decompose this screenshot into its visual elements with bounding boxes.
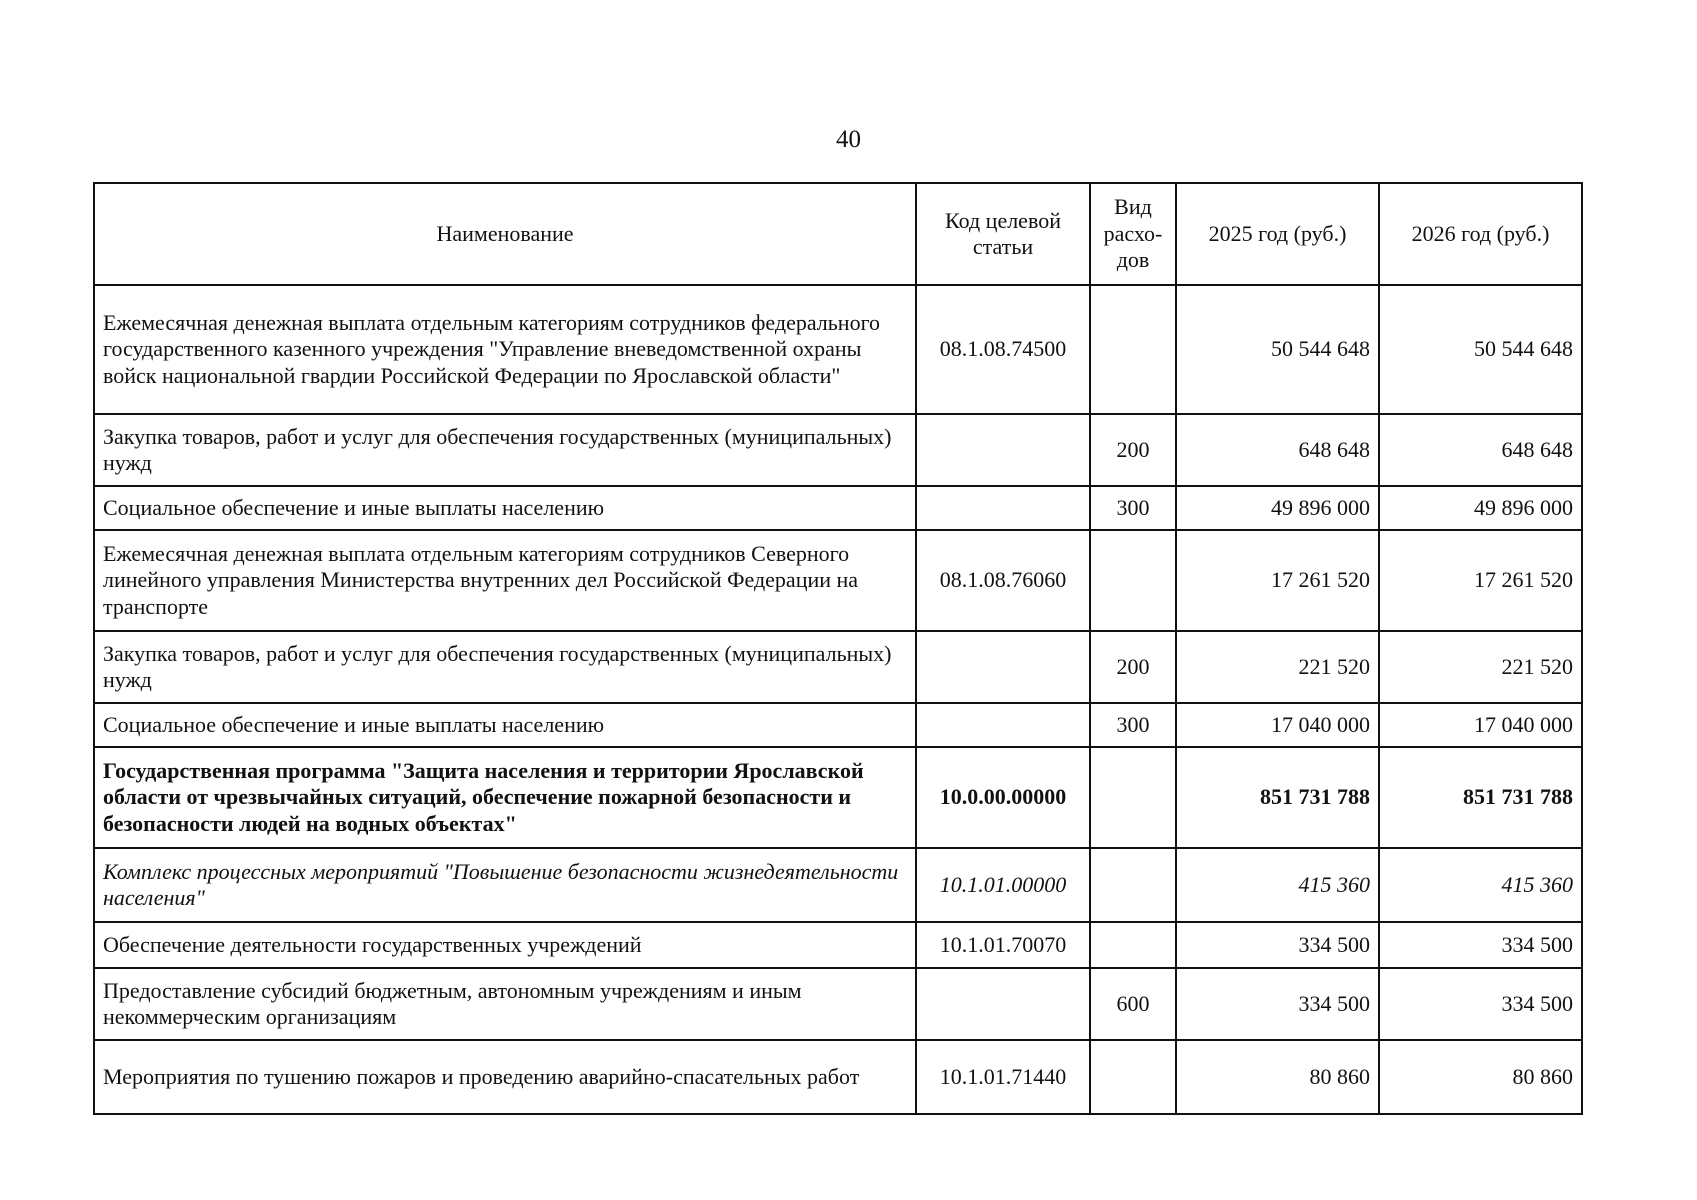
cell-code: 08.1.08.76060 xyxy=(916,530,1090,631)
cell-2026: 80 860 xyxy=(1379,1040,1582,1114)
cell-2026: 221 520 xyxy=(1379,631,1582,703)
cell-name: Закупка товаров, работ и услуг для обеспечения государственных (муниципальных) нужд xyxy=(94,631,916,703)
cell-2025: 49 896 000 xyxy=(1176,486,1379,530)
table-row xyxy=(94,747,1582,848)
cell-name: Социальное обеспечение и иные выплаты населению xyxy=(94,703,916,747)
cell-type xyxy=(1090,747,1176,848)
table-row xyxy=(94,285,1582,414)
cell-2026: 334 500 xyxy=(1379,968,1582,1040)
header-code: Код целевой статьи xyxy=(916,183,1090,285)
header-row xyxy=(94,183,1582,285)
cell-2025: 17 261 520 xyxy=(1176,530,1379,631)
cell-2025: 17 040 000 xyxy=(1176,703,1379,747)
cell-2025: 50 544 648 xyxy=(1176,285,1379,414)
cell-2026: 49 896 000 xyxy=(1379,486,1582,530)
cell-2025: 851 731 788 xyxy=(1176,747,1379,848)
cell-type xyxy=(1090,285,1176,414)
cell-name: Обеспечение деятельности государственных учреждений xyxy=(94,922,916,968)
cell-type: 300 xyxy=(1090,703,1176,747)
table-row xyxy=(94,486,1582,530)
cell-name: Ежемесячная денежная выплата отдельным категориям сотрудников федерального государственного казенного учреждения "Управление вневедомственной охраны войск национальной гвардии Российской Федерации по Ярославской области" xyxy=(94,285,916,414)
cell-name: Мероприятия по тушению пожаров и проведению аварийно-спасательных работ xyxy=(94,1040,916,1114)
table-header xyxy=(94,183,1582,285)
cell-name: Ежемесячная денежная выплата отдельным категориям сотрудников Северного линейного управления Министерства внутренних дел Российской Федерации на транспорте xyxy=(94,530,916,631)
cell-type xyxy=(1090,530,1176,631)
cell-2025: 334 500 xyxy=(1176,922,1379,968)
cell-name: Предоставление субсидий бюджетным, автономным учреждениям и иным некоммерческим организациям xyxy=(94,968,916,1040)
header-year-2025: 2025 год (руб.) xyxy=(1176,183,1379,285)
page-number: 40 xyxy=(836,126,861,153)
cell-type xyxy=(1090,922,1176,968)
table-row xyxy=(94,414,1582,486)
cell-code xyxy=(916,414,1090,486)
cell-2025: 648 648 xyxy=(1176,414,1379,486)
cell-type xyxy=(1090,1040,1176,1114)
cell-2026: 648 648 xyxy=(1379,414,1582,486)
table-row xyxy=(94,848,1582,922)
cell-type: 600 xyxy=(1090,968,1176,1040)
cell-2025: 415 360 xyxy=(1176,848,1379,922)
cell-code: 10.1.01.00000 xyxy=(916,848,1090,922)
header-name: Наименование xyxy=(94,183,916,285)
table-row xyxy=(94,703,1582,747)
cell-code: 10.1.01.70070 xyxy=(916,922,1090,968)
cell-name: Закупка товаров, работ и услуг для обеспечения государственных (муниципальных) нужд xyxy=(94,414,916,486)
cell-2026: 415 360 xyxy=(1379,848,1582,922)
table-row xyxy=(94,922,1582,968)
cell-type xyxy=(1090,848,1176,922)
cell-code: 08.1.08.74500 xyxy=(916,285,1090,414)
table-row xyxy=(94,968,1582,1040)
cell-type: 300 xyxy=(1090,486,1176,530)
cell-2026: 17 040 000 xyxy=(1379,703,1582,747)
cell-code: 10.0.00.00000 xyxy=(916,747,1090,848)
cell-name: Комплекс процессных мероприятий "Повышение безопасности жизнедеятельности населения" xyxy=(94,848,916,922)
cell-name: Государственная программа "Защита населения и территории Ярославской области от чрезвычайных ситуаций, обеспечение пожарной безопасности и безопасности людей на водных объектах" xyxy=(94,747,916,848)
cell-code xyxy=(916,486,1090,530)
cell-2026: 50 544 648 xyxy=(1379,285,1582,414)
table-body xyxy=(94,285,1582,1114)
table-row xyxy=(94,631,1582,703)
cell-2026: 851 731 788 xyxy=(1379,747,1582,848)
cell-2026: 334 500 xyxy=(1379,922,1582,968)
cell-2025: 334 500 xyxy=(1176,968,1379,1040)
cell-type: 200 xyxy=(1090,631,1176,703)
header-type: Вид расхо-дов xyxy=(1090,183,1176,285)
cell-code xyxy=(916,968,1090,1040)
cell-code xyxy=(916,703,1090,747)
cell-name: Социальное обеспечение и иные выплаты населению xyxy=(94,486,916,530)
cell-code xyxy=(916,631,1090,703)
cell-2025: 221 520 xyxy=(1176,631,1379,703)
budget-table xyxy=(93,182,1583,1115)
cell-code: 10.1.01.71440 xyxy=(916,1040,1090,1114)
cell-type: 200 xyxy=(1090,414,1176,486)
header-year-2026: 2026 год (руб.) xyxy=(1379,183,1582,285)
table-row xyxy=(94,530,1582,631)
cell-2026: 17 261 520 xyxy=(1379,530,1582,631)
cell-2025: 80 860 xyxy=(1176,1040,1379,1114)
table-row xyxy=(94,1040,1582,1114)
